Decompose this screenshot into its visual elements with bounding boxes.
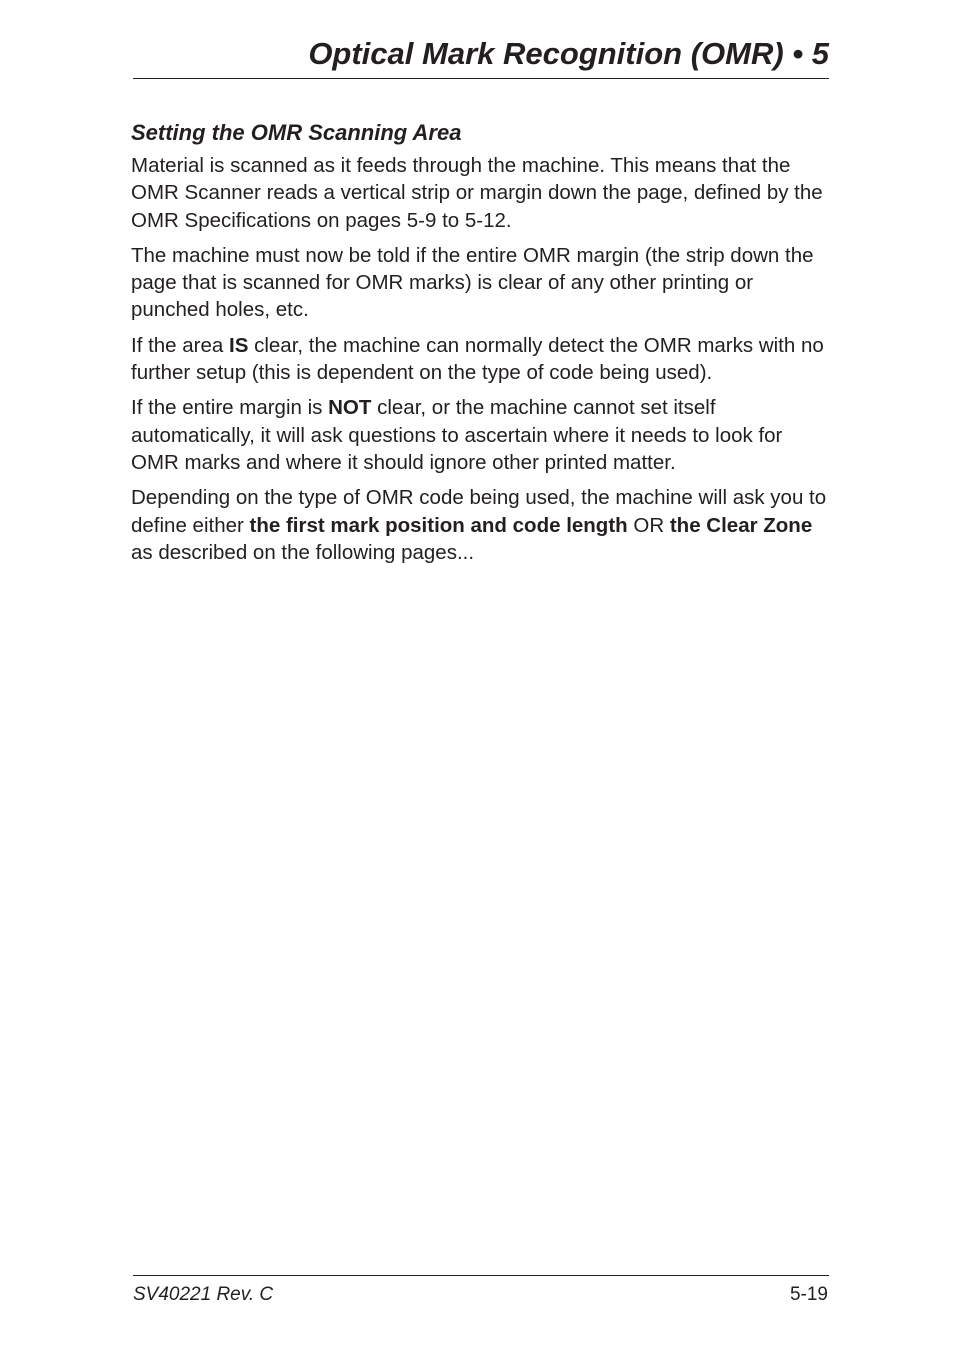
paragraph-area-not-clear (131, 394, 831, 476)
text-run: If the entire margin is (131, 396, 329, 420)
text-run: as described on the following pages... (131, 540, 475, 564)
main-content (131, 118, 831, 574)
section-heading: Setting the OMR Scanning Area (131, 120, 462, 145)
footer-page-number: 5-19 (789, 1284, 828, 1305)
paragraph-margin-clear: The machine must now be told if the entire OMR margin (the strip down the page that is scanned for OMR marks) is clear of any other printing or punched holes, etc. (131, 243, 814, 322)
footer-divider (133, 1275, 829, 1276)
footer-document-reference: SV40221 Rev. C (133, 1284, 274, 1305)
emphasis-clear-zone: the Clear Zone (669, 513, 813, 537)
emphasis-is: IS (229, 333, 249, 357)
paragraph-area-is-clear (131, 332, 831, 387)
text-run: OR (627, 513, 670, 537)
text-run: Depending on the type of OMR code being used, the machine will ask you to define either (131, 486, 827, 537)
text-run: clear, or the machine cannot set itself automatically, it will ask questions to ascertain where it needs to look for OMR marks and where it should ignore other printed matter. (131, 396, 783, 474)
text-run: If the area (131, 333, 230, 357)
emphasis-first-mark: the first mark position and code length (249, 513, 628, 537)
emphasis-not: NOT (328, 396, 372, 420)
page-header-title: Optical Mark Recognition (OMR) • 5 (308, 36, 829, 71)
text-run: clear, the machine can normally detect the OMR marks with no further setup (this is dependent on the type of code being used). (131, 333, 824, 385)
header-divider (133, 78, 829, 79)
paragraph-code-type (131, 484, 831, 566)
paragraph-scanning-strip: Material is scanned as it feeds through the machine. This means that the OMR Scanner reads a vertical strip or margin down the page, defined by the OMR Specifications on pages 5-9 to 5-12. (131, 154, 823, 232)
